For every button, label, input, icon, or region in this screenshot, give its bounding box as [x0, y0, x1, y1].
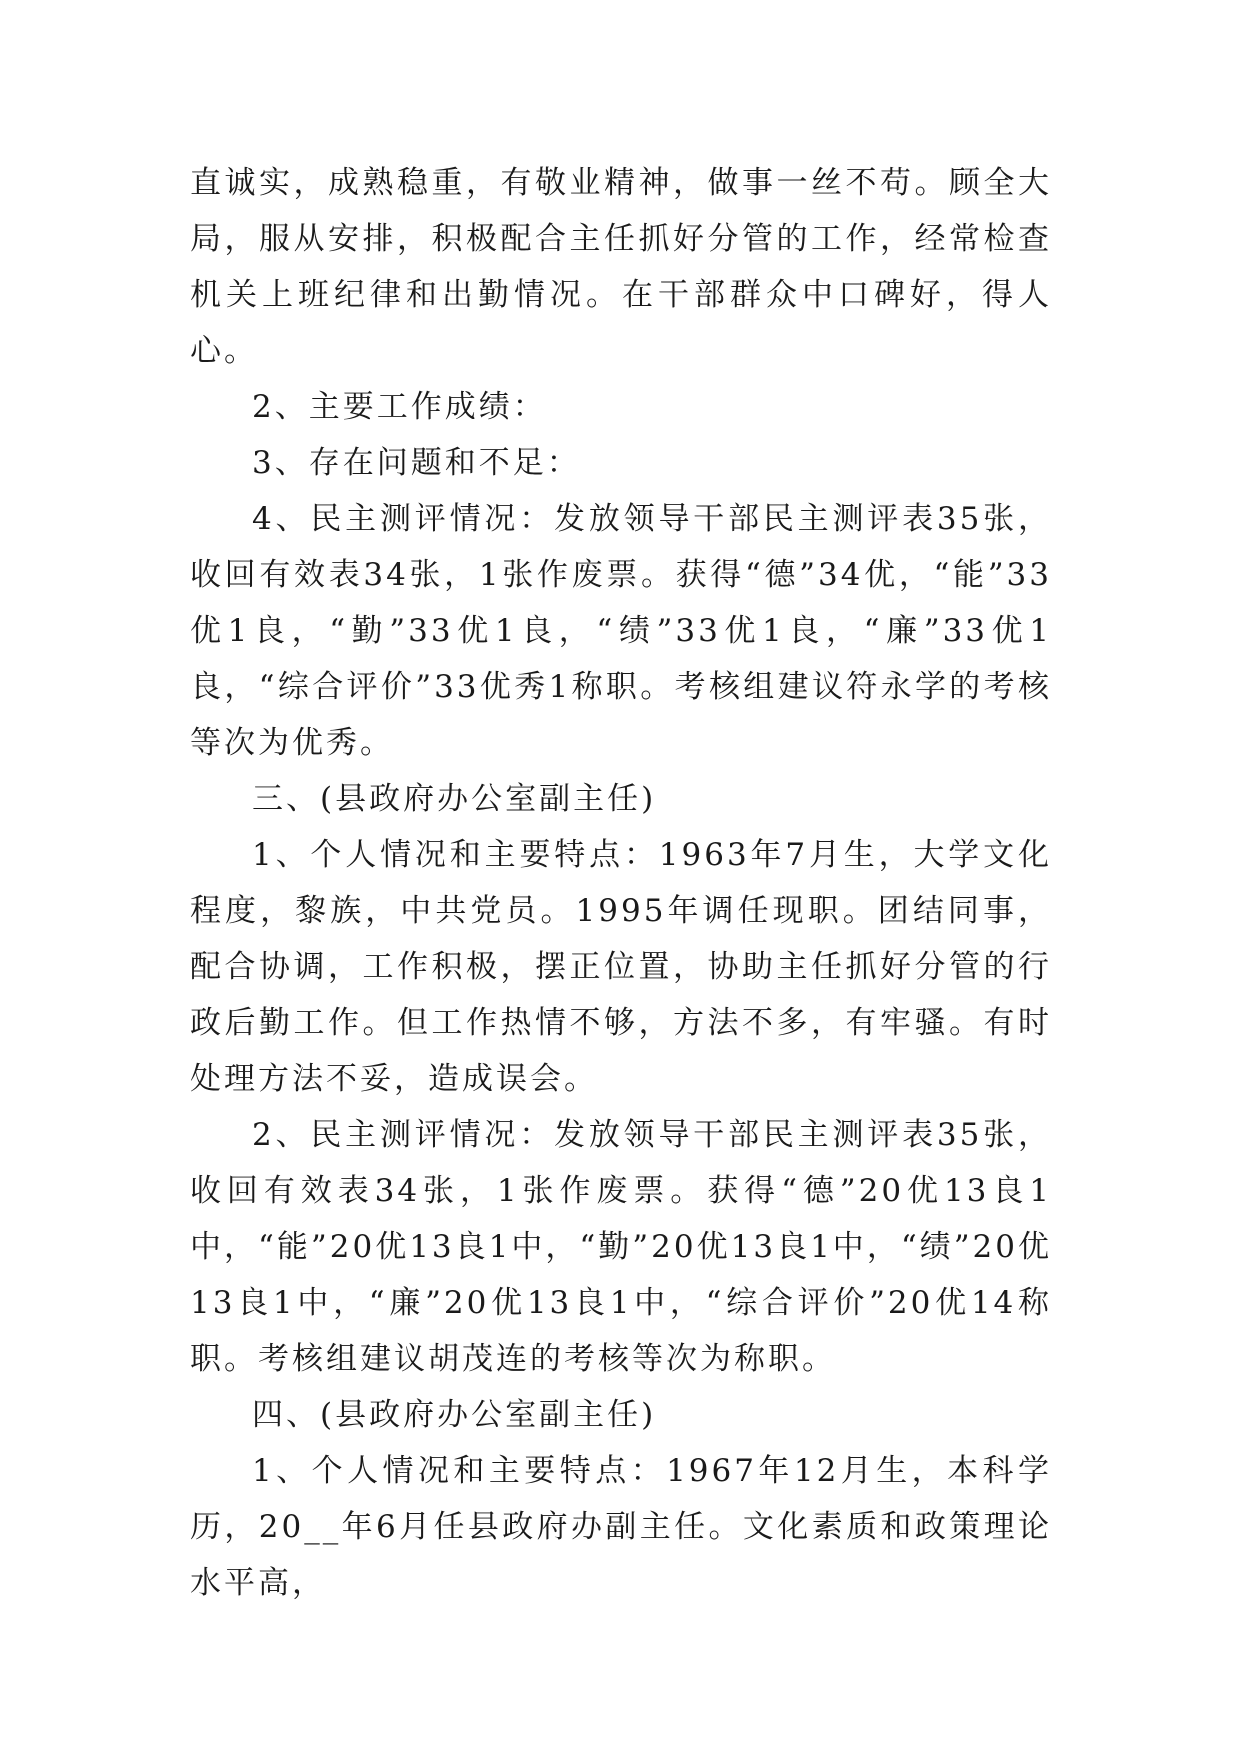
paragraph-evaluation-3: 2、民主测评情况：发放领导干部民主测评表35张，收回有效表34张，1张作废票。获得“德”20优13良1中，“能”20优13良1中，“勤”20优13良1中，“绩”20优13良1中，“廉”20优13良1中，“综合评价”20优14称职。考核组建议胡茂连的考核等次为称职。	[190, 1117, 1052, 1377]
paragraph-work-achievements: 2、主要工作成绩：	[252, 389, 547, 425]
paragraph-continuation: 直诚实，成熟稳重，有敬业精神，做事一丝不苟。顾全大局，服从安排，积极配合主任抓好分管的工作，经常检查机关上班纪律和出勤情况。在干部群众中口碑好，得人心。	[190, 165, 1052, 369]
section-heading-3: 三、(县政府办公室副主任)	[252, 781, 657, 817]
document-page	[190, 155, 1052, 1611]
paragraph-personal-info-4: 1、个人情况和主要特点：1967年12月生，本科学历，20__年6月任县政府办副主任。文化素质和政策理论水平高，	[190, 1453, 1052, 1601]
paragraph-evaluation-1: 4、民主测评情况：发放领导干部民主测评表35张，收回有效表34张，1张作废票。获得“德”34优，“能”33优1良，“勤”33优1良，“绩”33优1良，“廉”33优1良，“综合评价”33优秀1称职。考核组建议符永学的考核等次为优秀。	[190, 501, 1052, 761]
paragraph-problems: 3、存在问题和不足：	[252, 445, 581, 481]
paragraph-personal-info-3: 1、个人情况和主要特点：1963年7月生，大学文化程度，黎族，中共党员。1995年调任现职。团结同事，配合协调，工作积极，摆正位置，协助主任抓好分管的行政后勤工作。但工作热情不够，方法不多，有牢骚。有时处理方法不妥，造成误会。	[190, 837, 1052, 1097]
section-heading-4: 四、(县政府办公室副主任)	[252, 1397, 657, 1433]
